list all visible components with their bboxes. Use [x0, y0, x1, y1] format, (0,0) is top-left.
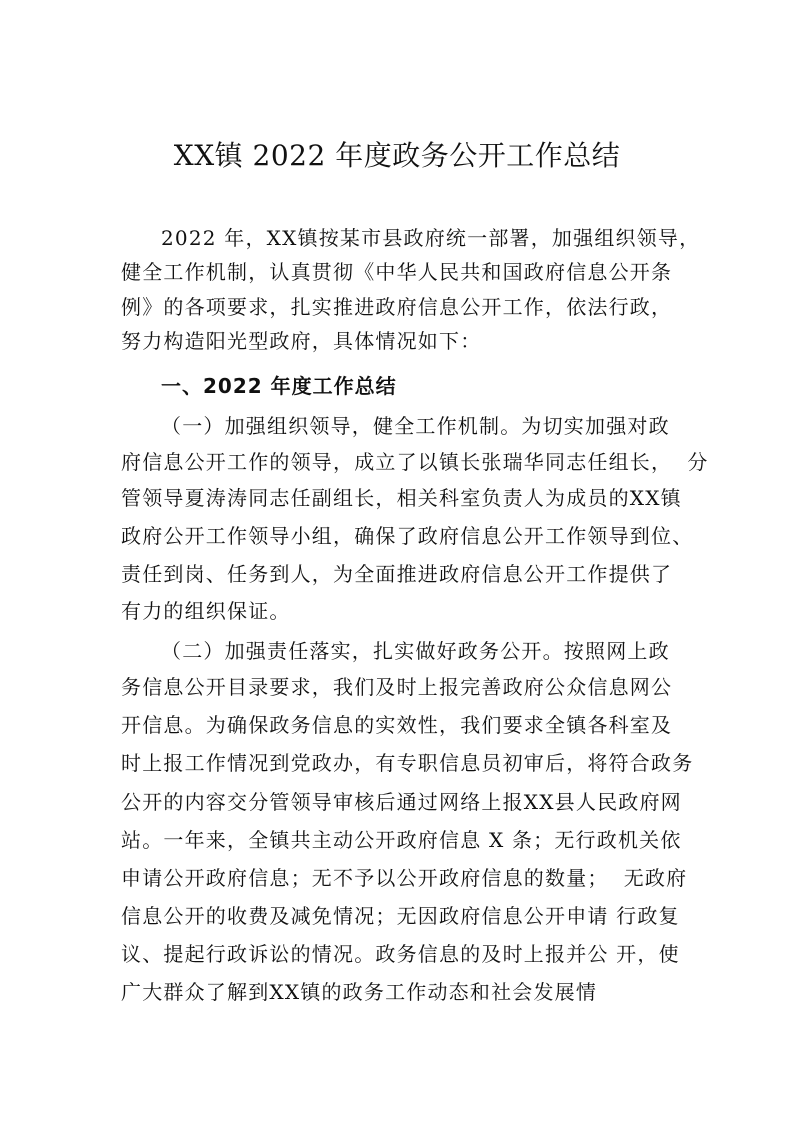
intro-line-3: 例》的各项要求，扎实推进政府信息公开工作，依法行政， — [121, 295, 673, 319]
sub2-line-2: 务信息公开目录要求，我们及时上报完善政府公众信息网公 — [121, 675, 673, 699]
sub2-line-4: 时上报工作情况到党政办，有专职信息员初审后，将符合政务 — [121, 751, 694, 775]
sub2-line-10: 广大群众了解到XX镇的政务工作动态和社会发展情 — [121, 980, 598, 1004]
section-heading: 一、2022 年度工作总结 — [161, 374, 397, 398]
intro-line-1: 2022 年，XX镇按某市县政府统一部署，加强组织领导， — [161, 226, 701, 250]
intro-line-2: 健全工作机制，认真贯彻《中华人民共和国政府信息公开条 — [121, 260, 673, 284]
sub1-line-3: 管领导夏涛涛同志任副组长，相关科室负责人为成员的XX镇 — [121, 486, 682, 510]
sub2-line-1: （二）加强责任落实，扎实做好政务公开。按照网上政 — [161, 639, 670, 663]
sub1-line-1: （一）加强组织领导，健全工作机制。为切实加强对政 — [161, 414, 670, 438]
sub2-line-3: 开信息。为确保政务信息的实效性，我们要求全镇各科室及 — [121, 713, 673, 737]
sub1-line-2: 府信息公开工作的领导，成立了以镇长张瑞华同志任组长， 分 — [121, 450, 709, 474]
sub1-line-6: 有力的组织保证。 — [121, 599, 291, 623]
document-title: XX镇 2022 年度政务公开工作总结 — [173, 139, 621, 172]
sub1-line-5: 责任到岗、任务到人，为全面推进政府信息公开工作提供了 — [121, 562, 673, 586]
sub2-line-6: 站。一年来，全镇共主动公开政府信息 X 条；无行政机关依 — [121, 828, 682, 852]
sub2-line-5: 公开的内容交分管领导审核后通过网络上报XX县人民政府网 — [121, 790, 682, 814]
sub2-line-7: 申请公开政府信息；无不予以公开政府信息的数量； 无政府 — [121, 866, 688, 890]
sub2-line-8: 信息公开的收费及减免情况；无因政府信息公开申请 行政复 — [121, 904, 680, 928]
sub2-line-9: 议、提起行政诉讼的情况。政务信息的及时上报并公 开，使 — [121, 942, 680, 966]
sub1-line-4: 政府公开工作领导小组，确保了政府信息公开工作领导到位、 — [121, 524, 694, 548]
intro-line-4: 努力构造阳光型政府，具体情况如下： — [121, 329, 482, 353]
